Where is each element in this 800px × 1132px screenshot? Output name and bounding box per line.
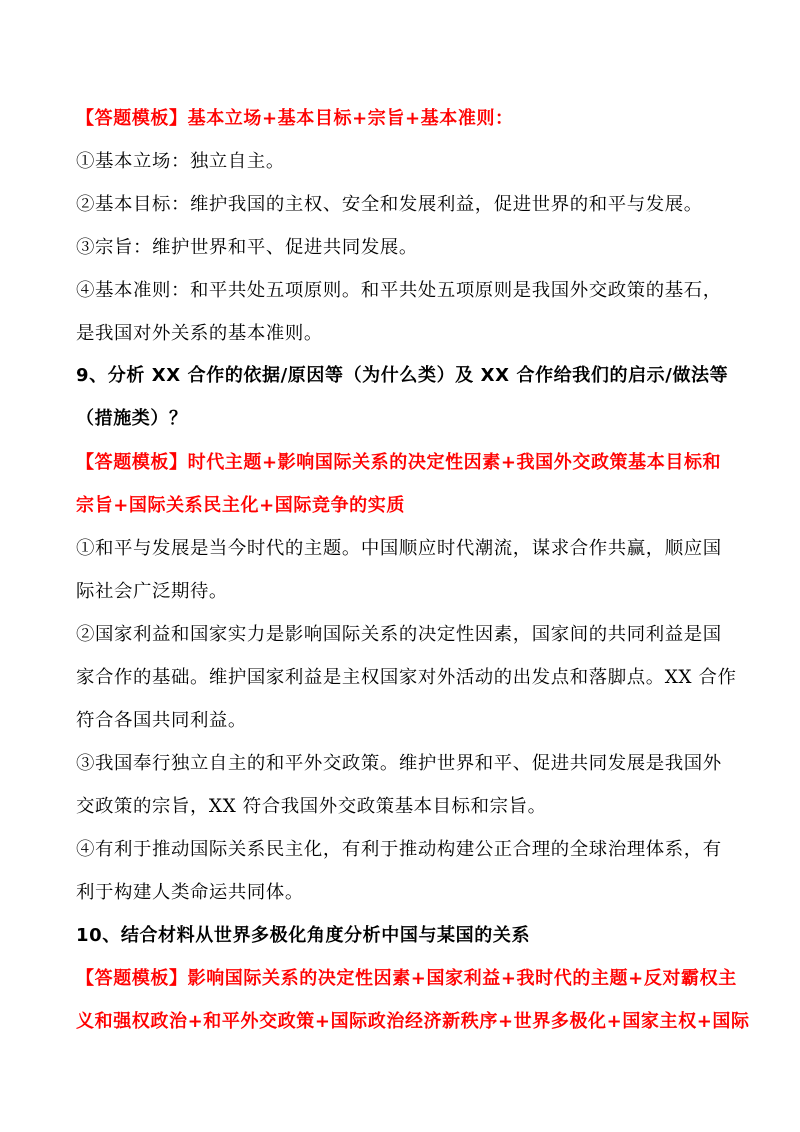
answer-template-line: 义和强权政治+和平外交政策+国际政治经济新秩序+世界多极化+国家主权+国际 [76, 1011, 750, 1032]
answer-template-line: 【答题模板】基本立场+基本目标+宗旨+基本准则： [76, 108, 514, 129]
answer-template-line: 【答题模板】时代主题+影响国际关系的决定性因素+我国外交政策基本目标和 [76, 452, 722, 473]
body-line: 际社会广泛期待。 [76, 581, 228, 602]
body-line: ①和平与发展是当今时代的主题。中国顺应时代潮流，谋求合作共赢，顺应国 [76, 538, 722, 559]
body-line: ②国家利益和国家实力是影响国际关系的决定性因素，国家间的共同利益是国 [76, 624, 722, 645]
body-line: 是我国对外关系的基本准则。 [76, 323, 323, 344]
body-line: 家合作的基础。维护国家利益是主权国家对外活动的出发点和落脚点。XX 合作 [76, 667, 737, 688]
question-heading: 9、分析 XX 合作的依据/原因等（为什么类）及 XX 合作给我们的启示/做法等 [76, 365, 729, 386]
body-line: 利于构建人类命运共同体。 [76, 882, 304, 903]
question-heading: 10、结合材料从世界多极化角度分析中国与某国的关系 [76, 925, 531, 946]
body-line: ④基本准则：和平共处五项原则。和平共处五项原则是我国外交政策的基石， [76, 280, 722, 301]
body-line: ①基本立场：独立自主。 [76, 151, 285, 172]
body-line: ③我国奉行独立自主的和平外交政策。维护世界和平、促进共同发展是我国外 [76, 753, 722, 774]
body-line: ②基本目标：维护我国的主权、安全和发展利益，促进世界的和平与发展。 [76, 194, 703, 215]
question-heading: （措施类）？ [76, 408, 188, 429]
body-line: ④有利于推动国际关系民主化，有利于推动构建公正合理的全球治理体系，有 [76, 839, 722, 860]
body-line: ③宗旨：维护世界和平、促进共同发展。 [76, 237, 418, 258]
answer-template-line: 宗旨+国际关系民主化+国际竞争的实质 [76, 495, 405, 516]
body-line: 符合各国共同利益。 [76, 710, 247, 731]
body-line: 交政策的宗旨，XX 符合我国外交政策基本目标和宗旨。 [76, 796, 547, 817]
answer-template-line: 【答题模板】影响国际关系的决定性因素+国家利益+我时代的主题+反对霸权主 [76, 968, 737, 989]
